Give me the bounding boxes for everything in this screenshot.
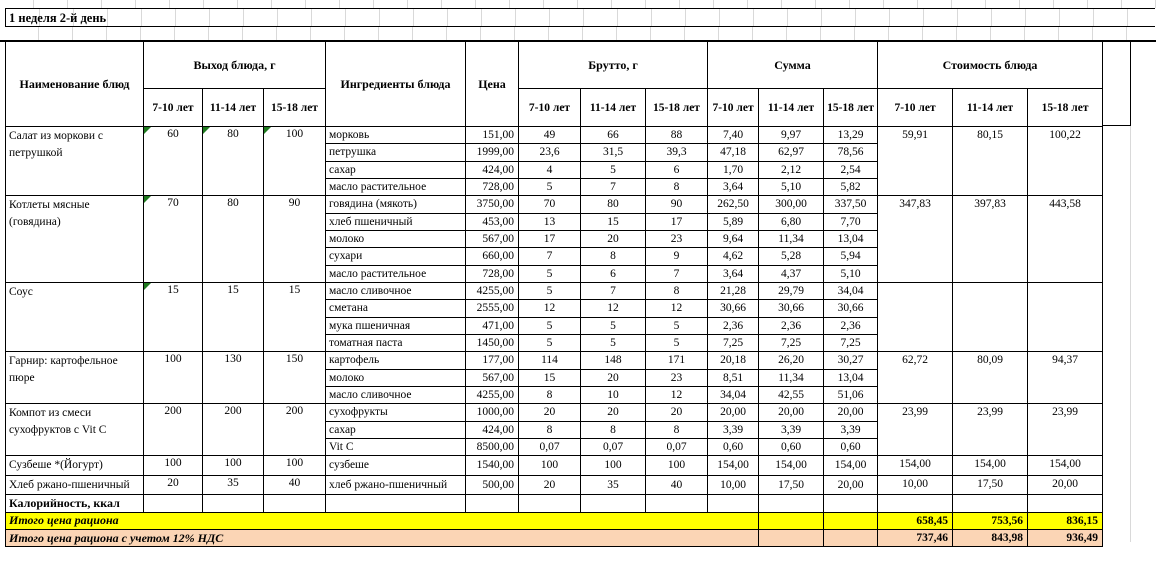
gross-cell[interactable]: 20 [519,404,581,421]
yield-cell[interactable]: 60 [144,127,203,196]
ingredient-cell[interactable]: хлеб ржано-пшеничный [326,475,466,495]
sum-cell[interactable]: 20,18 [708,352,759,369]
day-title-cell[interactable] [5,8,1155,27]
empty-cell[interactable] [203,495,264,512]
ingredient-cell[interactable]: сахар [326,161,466,178]
total-empty-cell[interactable] [759,512,824,529]
gross-cell[interactable]: 5 [581,317,646,334]
gross-cell[interactable]: 7 [646,265,708,282]
ingredient-cell[interactable]: сахар [326,421,466,438]
ingredient-row [6,127,1103,144]
price-cell[interactable]: 453,00 [466,213,519,230]
sum-cell[interactable]: 0,60 [708,438,759,455]
sum-cell[interactable]: 300,00 [759,196,824,213]
age-col-header[interactable]: 7-10 лет [519,89,581,127]
gross-cell[interactable]: 8 [519,386,581,403]
empty-cell[interactable] [466,495,519,512]
total-vat-row [6,529,1103,546]
sum-cell[interactable]: 337,50 [824,196,878,213]
gross-cell[interactable]: 31,5 [581,144,646,161]
gross-cell[interactable]: 8 [646,282,708,299]
gross-cell[interactable]: 20 [519,475,581,495]
sum-cell[interactable]: 5,94 [824,248,878,265]
sum-cell[interactable]: 42,55 [759,386,824,403]
sum-cell[interactable]: 6,80 [759,213,824,230]
price-cell[interactable]: 728,00 [466,265,519,282]
total-empty-cell[interactable] [824,529,878,546]
sum-cell[interactable]: 7,25 [824,334,878,351]
age-col-header[interactable]: 7-10 лет [144,89,203,127]
ingredient-cell[interactable]: сметана [326,300,466,317]
yield-cell[interactable]: 150 [264,352,326,404]
cost-cell[interactable]: 59,91 [878,127,953,196]
total-row [6,512,1103,529]
gross-cell[interactable]: 100 [581,456,646,476]
cost-cell[interactable]: 10,00 [878,475,953,495]
gross-cell[interactable]: 20 [646,404,708,421]
gross-cell[interactable]: 0,07 [519,438,581,455]
yield-cell[interactable]: 100 [264,456,326,476]
ingredient-cell[interactable]: томатная паста [326,334,466,351]
gross-cell[interactable]: 100 [519,456,581,476]
gross-cell[interactable]: 8 [646,421,708,438]
cost-cell[interactable]: 62,72 [878,352,953,404]
gross-cell[interactable]: 40 [646,475,708,495]
total-value-cell[interactable]: 936,49 [1028,529,1103,546]
sum-cell[interactable]: 13,04 [824,369,878,386]
cost-cell[interactable]: 23,99 [1028,404,1103,456]
sum-cell[interactable]: 21,28 [708,282,759,299]
sum-cell[interactable]: 4,37 [759,265,824,282]
yield-cell[interactable]: 200 [144,404,203,456]
sum-cell[interactable]: 154,00 [708,456,759,476]
day-title: 1 неделя 2-й день [9,11,107,25]
empty-cell[interactable] [326,495,466,512]
yield-cell[interactable]: 20 [144,475,203,495]
header-age-row [6,89,1103,127]
gross-cell[interactable]: 23 [646,369,708,386]
empty-cell[interactable] [519,495,581,512]
price-cell[interactable]: 728,00 [466,178,519,195]
ingredient-cell[interactable]: масло сливочное [326,282,466,299]
dish-name-cell[interactable]: Котлеты мясные (говядина) [6,196,144,283]
gross-cell[interactable]: 5 [581,334,646,351]
price-cell[interactable]: 1999,00 [466,144,519,161]
ingredient-row [6,282,1103,299]
cost-cell[interactable]: 154,00 [953,456,1028,476]
gross-cell[interactable]: 5 [519,334,581,351]
empty-cell[interactable] [759,495,824,512]
sum-cell[interactable]: 3,39 [824,421,878,438]
sum-cell[interactable]: 2,54 [824,161,878,178]
gross-cell[interactable]: 5 [581,161,646,178]
sheet-gap-row [5,27,1155,41]
ingredient-cell[interactable]: говядина (мякоть) [326,196,466,213]
sum-cell[interactable]: 3,64 [708,265,759,282]
gross-cell[interactable]: 114 [519,352,581,369]
gross-cell[interactable]: 39,3 [646,144,708,161]
sum-cell[interactable]: 5,82 [824,178,878,195]
cost-cell[interactable]: 17,50 [953,475,1028,495]
gross-cell[interactable]: 20 [581,404,646,421]
sum-cell[interactable]: 1,70 [708,161,759,178]
gross-cell[interactable]: 5 [646,317,708,334]
yield-cell[interactable]: 15 [264,282,326,351]
sum-cell[interactable]: 26,20 [759,352,824,369]
sum-cell[interactable]: 17,50 [759,475,824,495]
empty-cell[interactable] [824,495,878,512]
gross-cell[interactable]: 5 [646,334,708,351]
yield-cell[interactable]: 70 [144,196,203,283]
age-col-header[interactable]: 7-10 лет [708,89,759,127]
sum-cell[interactable]: 262,50 [708,196,759,213]
ingredient-cell[interactable]: масло сливочное [326,386,466,403]
sum-cell[interactable]: 11,34 [759,369,824,386]
ingredient-cell[interactable]: масло растительное [326,265,466,282]
gross-cell[interactable]: 6 [646,161,708,178]
ingredient-cell[interactable]: хлеб пшеничный [326,213,466,230]
total-empty-cell[interactable] [824,512,878,529]
sum-cell[interactable]: 51,06 [824,386,878,403]
price-cell[interactable]: 2555,00 [466,300,519,317]
header-group-row [6,42,1103,89]
gross-cell[interactable]: 90 [646,196,708,213]
age-col-header[interactable]: 7-10 лет [878,89,953,127]
sum-cell[interactable]: 2,36 [824,317,878,334]
gross-cell[interactable]: 13 [519,213,581,230]
sum-cell[interactable]: 78,56 [824,144,878,161]
sum-cell[interactable]: 13,29 [824,127,878,144]
yield-cell[interactable]: 80 [203,127,264,196]
age-col-header[interactable]: 15-18 лет [824,89,878,127]
sheet-bottom-strip [0,542,1156,577]
empty-cell[interactable] [264,495,326,512]
gross-cell[interactable]: 6 [581,265,646,282]
gross-cell[interactable]: 8 [519,421,581,438]
gross-cell[interactable]: 12 [646,386,708,403]
sum-cell[interactable]: 5,89 [708,213,759,230]
price-cell[interactable]: 177,00 [466,352,519,369]
sum-cell[interactable]: 5,10 [759,178,824,195]
gross-cell[interactable]: 8 [646,178,708,195]
ingredient-cell[interactable]: сухофрукты [326,404,466,421]
col-header-price[interactable]: Цена [466,42,519,127]
gross-cell[interactable]: 15 [519,369,581,386]
calories-label-cell[interactable]: Калорийность, ккал [6,495,144,512]
col-header-gross[interactable]: Брутто, г [519,42,708,89]
sum-cell[interactable]: 30,66 [759,300,824,317]
col-header-cost[interactable]: Стоимость блюда [878,42,1103,89]
sum-cell[interactable]: 2,12 [759,161,824,178]
yield-cell[interactable]: 200 [264,404,326,456]
empty-cell[interactable] [646,495,708,512]
dish-name-cell[interactable]: Хлеб ржано-пшеничный [6,475,144,495]
price-cell[interactable]: 500,00 [466,475,519,495]
ingredient-cell[interactable]: петрушка [326,144,466,161]
gross-cell[interactable]: 148 [581,352,646,369]
price-cell[interactable]: 1540,00 [466,456,519,476]
sum-cell[interactable]: 3,39 [759,421,824,438]
empty-cell[interactable] [144,495,203,512]
cost-cell[interactable]: 23,99 [878,404,953,456]
gross-cell[interactable]: 23 [646,230,708,247]
gross-cell[interactable]: 35 [581,475,646,495]
gross-cell[interactable]: 80 [581,196,646,213]
sum-cell[interactable]: 11,34 [759,230,824,247]
yield-cell[interactable]: 100 [203,456,264,476]
sum-cell[interactable]: 13,04 [824,230,878,247]
age-col-header[interactable]: 11-14 лет [759,89,824,127]
sum-cell[interactable]: 9,97 [759,127,824,144]
yield-cell[interactable]: 100 [264,127,326,196]
gross-cell[interactable]: 171 [646,352,708,369]
sum-cell[interactable]: 4,62 [708,248,759,265]
sum-cell[interactable]: 2,36 [708,317,759,334]
ingredient-row [6,456,1103,476]
ingredient-row [6,475,1103,495]
col-header-yield[interactable]: Выход блюда, г [144,42,326,89]
cost-cell[interactable] [953,282,1028,351]
age-col-header[interactable]: 15-18 лет [1028,89,1103,127]
gross-cell[interactable]: 88 [646,127,708,144]
price-cell[interactable]: 1450,00 [466,334,519,351]
col-header-dish[interactable]: Наименование блюд [6,42,144,127]
total-empty-cell[interactable] [759,529,824,546]
age-col-header[interactable]: 11-14 лет [953,89,1028,127]
dish-name-cell[interactable]: Соус [6,282,144,351]
price-cell[interactable]: 424,00 [466,421,519,438]
yield-cell[interactable]: 100 [144,352,203,404]
price-cell[interactable]: 151,00 [466,127,519,144]
ingredient-cell[interactable]: молоко [326,230,466,247]
cost-cell[interactable]: 443,58 [1028,196,1103,283]
gross-cell[interactable]: 10 [581,386,646,403]
col-header-ingredients[interactable]: Ингредиенты блюда [326,42,466,127]
cost-cell[interactable] [878,282,953,351]
sum-cell[interactable]: 29,79 [759,282,824,299]
total-value-cell[interactable]: 836,15 [1028,512,1103,529]
sum-cell[interactable]: 9,64 [708,230,759,247]
gross-cell[interactable]: 8 [581,248,646,265]
gross-cell[interactable]: 23,6 [519,144,581,161]
yield-cell[interactable]: 80 [203,196,264,283]
price-cell[interactable]: 567,00 [466,369,519,386]
total-label-cell[interactable]: Итого цена рациона с учетом 12% НДС [6,529,759,546]
total-value-cell[interactable]: 753,56 [953,512,1028,529]
yield-cell[interactable]: 100 [144,456,203,476]
yield-cell[interactable]: 40 [264,475,326,495]
ingredient-cell[interactable]: масло растительное [326,178,466,195]
ingredient-cell[interactable]: Vit C [326,438,466,455]
menu-table [5,41,1103,547]
gross-cell[interactable]: 100 [646,456,708,476]
gross-cell[interactable]: 8 [581,421,646,438]
sum-cell[interactable]: 0,60 [824,438,878,455]
sum-cell[interactable]: 5,28 [759,248,824,265]
dish-name-cell[interactable]: Компот из смеси сухофруктов с Vit C [6,404,144,456]
dish-name-cell[interactable]: Салат из моркови с петрушкой [6,127,144,196]
gross-cell[interactable]: 7 [581,282,646,299]
sum-cell[interactable]: 34,04 [824,282,878,299]
ingredient-cell[interactable]: сузбеше [326,456,466,476]
sum-cell[interactable]: 47,18 [708,144,759,161]
gross-cell[interactable]: 5 [519,282,581,299]
ingredient-cell[interactable]: картофель [326,352,466,369]
empty-cell[interactable] [953,495,1028,512]
age-col-header[interactable]: 11-14 лет [581,89,646,127]
gross-cell[interactable]: 12 [646,300,708,317]
gross-cell[interactable]: 49 [519,127,581,144]
sheet-top-strip [0,0,1156,8]
gross-cell[interactable]: 12 [581,300,646,317]
cost-cell[interactable]: 80,15 [953,127,1028,196]
yield-cell[interactable]: 90 [264,196,326,283]
gross-cell[interactable]: 0,07 [581,438,646,455]
sheet-right-strip [1102,126,1156,542]
sum-cell[interactable]: 30,66 [824,300,878,317]
age-col-header[interactable]: 15-18 лет [264,89,326,127]
yield-cell[interactable]: 35 [203,475,264,495]
yield-cell[interactable]: 200 [203,404,264,456]
cost-cell[interactable]: 80,09 [953,352,1028,404]
sum-cell[interactable]: 20,00 [824,475,878,495]
sum-cell[interactable]: 7,40 [708,127,759,144]
gross-cell[interactable]: 5 [519,317,581,334]
price-cell[interactable]: 471,00 [466,317,519,334]
empty-cell[interactable] [708,495,759,512]
yield-cell[interactable]: 15 [144,282,203,351]
total-label-cell[interactable]: Итого цена рациона [6,512,759,529]
sum-cell[interactable]: 154,00 [824,456,878,476]
calories-row [6,495,1103,512]
sum-cell[interactable]: 5,10 [824,265,878,282]
yield-cell[interactable]: 130 [203,352,264,404]
price-cell[interactable]: 4255,00 [466,386,519,403]
empty-cell[interactable] [1028,495,1103,512]
sum-cell[interactable]: 0,60 [759,438,824,455]
empty-cell[interactable] [581,495,646,512]
gross-cell[interactable]: 15 [581,213,646,230]
gridline [1130,126,1131,542]
empty-cell[interactable] [878,495,953,512]
col-header-sum[interactable]: Сумма [708,42,878,89]
ingredient-cell[interactable]: мука пшеничная [326,317,466,334]
cost-cell[interactable]: 100,22 [1028,127,1103,196]
gross-cell[interactable]: 7 [519,248,581,265]
sum-cell[interactable]: 20,00 [824,404,878,421]
total-value-cell[interactable]: 737,46 [878,529,953,546]
sum-cell[interactable]: 7,25 [708,334,759,351]
dish-name-cell[interactable]: Гарнир: картофельное пюре [6,352,144,404]
gross-cell[interactable]: 20 [581,230,646,247]
gross-cell[interactable]: 5 [519,178,581,195]
sum-cell[interactable]: 8,51 [708,369,759,386]
sum-cell[interactable]: 34,04 [708,386,759,403]
age-col-header[interactable]: 15-18 лет [646,89,708,127]
sum-cell[interactable]: 20,00 [759,404,824,421]
sum-cell[interactable]: 154,00 [759,456,824,476]
sum-cell[interactable]: 3,64 [708,178,759,195]
cost-cell[interactable] [1028,282,1103,351]
sum-cell[interactable]: 7,70 [824,213,878,230]
gross-cell[interactable]: 5 [519,265,581,282]
ingredient-row [6,404,1103,421]
sum-cell[interactable]: 10,00 [708,475,759,495]
sum-cell[interactable]: 20,00 [708,404,759,421]
header-empty-cell[interactable] [1101,41,1131,126]
ingredient-rows [6,127,1103,547]
sum-cell[interactable]: 30,66 [708,300,759,317]
sum-cell[interactable]: 3,39 [708,421,759,438]
dish-name-cell[interactable]: Сузбеше *(Йогурт) [6,456,144,476]
cost-cell[interactable]: 154,00 [1028,456,1103,476]
ingredient-row [6,196,1103,213]
sum-cell[interactable]: 62,97 [759,144,824,161]
ingredient-row [6,352,1103,369]
cost-cell[interactable]: 154,00 [878,456,953,476]
sum-cell[interactable]: 7,25 [759,334,824,351]
ingredient-cell[interactable]: сухари [326,248,466,265]
gross-cell[interactable]: 0,07 [646,438,708,455]
cost-cell[interactable]: 94,37 [1028,352,1103,404]
sum-cell[interactable]: 2,36 [759,317,824,334]
price-cell[interactable]: 8500,00 [466,438,519,455]
price-cell[interactable]: 424,00 [466,161,519,178]
price-cell[interactable]: 1000,00 [466,404,519,421]
price-cell[interactable]: 660,00 [466,248,519,265]
gross-cell[interactable]: 70 [519,196,581,213]
gross-cell[interactable]: 4 [519,161,581,178]
ingredient-cell[interactable]: молоко [326,369,466,386]
cost-cell[interactable]: 347,83 [878,196,953,283]
gross-cell[interactable]: 66 [581,127,646,144]
gross-cell[interactable]: 17 [519,230,581,247]
price-cell[interactable]: 4255,00 [466,282,519,299]
gross-cell[interactable]: 9 [646,248,708,265]
cost-cell[interactable]: 397,83 [953,196,1028,283]
gross-cell[interactable]: 20 [581,369,646,386]
sum-cell[interactable]: 30,27 [824,352,878,369]
total-value-cell[interactable]: 843,98 [953,529,1028,546]
gross-cell[interactable]: 12 [519,300,581,317]
gross-cell[interactable]: 7 [581,178,646,195]
total-value-cell[interactable]: 658,45 [878,512,953,529]
age-col-header[interactable]: 11-14 лет [203,89,264,127]
yield-cell[interactable]: 15 [203,282,264,351]
cost-cell[interactable]: 23,99 [953,404,1028,456]
gross-cell[interactable]: 17 [646,213,708,230]
price-cell[interactable]: 3750,00 [466,196,519,213]
cost-cell[interactable]: 20,00 [1028,475,1103,495]
ingredient-cell[interactable]: морковь [326,127,466,144]
price-cell[interactable]: 567,00 [466,230,519,247]
